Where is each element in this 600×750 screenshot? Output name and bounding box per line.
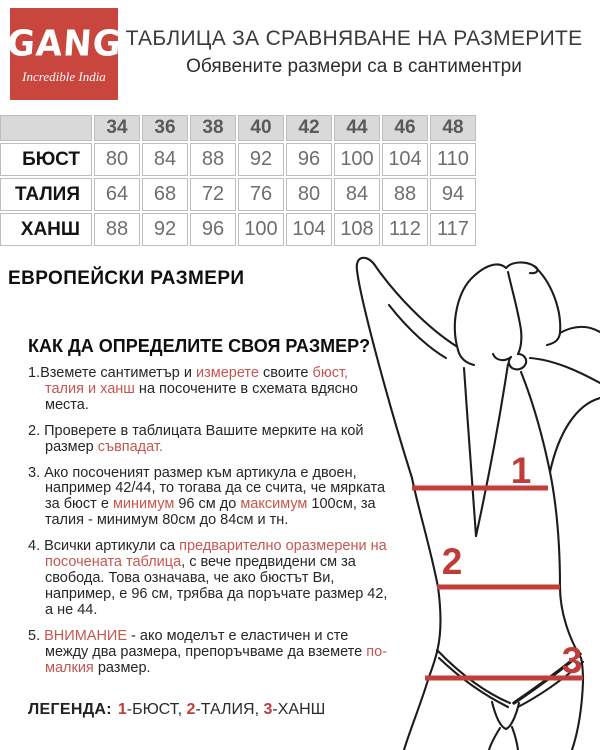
size-column-header: 44 xyxy=(334,115,380,141)
instruction-text-segment: Ако посоченият размер към артикула е двоен, например 42/44, то тогава да се счита, че мярката за бюст е xyxy=(44,464,386,513)
size-value-cell: 88 xyxy=(190,143,236,176)
size-table-row xyxy=(0,178,476,211)
size-column-header: 48 xyxy=(430,115,476,141)
instruction-text-segment: ВНИМАНИЕ xyxy=(44,627,128,644)
instruction-number: 5. xyxy=(28,627,45,644)
size-value-cell: 72 xyxy=(190,178,236,211)
instruction-text-segment: бюст, талия и ханш xyxy=(45,365,349,397)
size-value-cell: 104 xyxy=(382,143,428,176)
legend-entries xyxy=(118,701,325,718)
page-title: ТАБЛИЦА ЗА СРАВНЯВАНЕ НА РАЗМЕРИТЕ xyxy=(125,27,583,50)
measurement-markers xyxy=(442,450,583,681)
instruction-number: 2. xyxy=(28,422,45,439)
size-value-cell: 80 xyxy=(94,143,140,176)
hips-marker-label: 3 xyxy=(561,640,583,681)
size-value-cell: 96 xyxy=(190,213,236,246)
page-subtitle: Обявените размери са в сантиментри xyxy=(186,56,522,77)
instruction-text-segment: 100см, за талия - минимум 80см до 84см и тн. xyxy=(45,496,376,529)
instruction-text-segment: максимум xyxy=(240,496,308,513)
size-value-cell: 110 xyxy=(430,143,476,176)
measure-row-label: ТАЛИЯ xyxy=(0,178,92,211)
legend-number: 1 xyxy=(117,701,127,718)
legend-name: -ТАЛИЯ, xyxy=(195,701,264,718)
legend xyxy=(28,701,325,719)
bust-marker-label: 1 xyxy=(510,450,532,491)
instruction-text-segment: , с вече предвидени см за свобода. Това означава, че ако бюстът Ви, например, е 96 см, трябва да поръчате размер 42, а не 44. xyxy=(45,554,388,618)
size-table-row xyxy=(0,143,476,176)
instructions-list xyxy=(28,366,390,686)
legend-number: 2 xyxy=(186,701,196,718)
how-to-heading: КАК ДА ОПРЕДЕЛИТЕ СВОЯ РАЗМЕР? xyxy=(28,336,371,356)
size-table-row xyxy=(0,213,476,246)
brand-logo xyxy=(5,8,123,100)
size-table-head xyxy=(0,115,476,141)
size-value-cell: 117 xyxy=(430,213,476,246)
legend-name: -БЮСТ, xyxy=(126,701,187,718)
size-value-cell: 88 xyxy=(94,213,140,246)
instruction-text-segment: - ако моделът е еластичен и сте между два размера, препоръчваме да вземете xyxy=(45,627,367,660)
size-column-header: 36 xyxy=(142,115,188,141)
instruction-text-segment: 96 см до xyxy=(174,496,241,513)
size-value-cell: 100 xyxy=(238,213,284,246)
size-value-cell: 88 xyxy=(382,178,428,211)
instruction-number: 3. xyxy=(28,464,45,481)
instruction-text-segment: размер. xyxy=(93,659,151,676)
size-table-body xyxy=(0,143,476,246)
size-value-cell: 92 xyxy=(142,213,188,246)
legend-name: -ХАНШ xyxy=(272,701,326,718)
instruction-item xyxy=(28,366,390,414)
instruction-text-segment: Всички артикули са xyxy=(44,538,180,555)
instruction-item xyxy=(28,466,390,530)
instruction-text-segment: по-малкия xyxy=(45,643,387,676)
instruction-text-segment: на посочените в схемата вдясно места. xyxy=(45,380,358,413)
size-value-cell: 68 xyxy=(142,178,188,211)
measure-row-label: БЮСТ xyxy=(0,143,92,176)
instruction-text-segment: измерете xyxy=(195,365,259,381)
size-column-header: 40 xyxy=(238,115,284,141)
size-value-cell: 96 xyxy=(286,143,332,176)
size-column-header: 46 xyxy=(382,115,428,141)
instruction-text-segment: минимум xyxy=(112,496,175,513)
size-table-header-row xyxy=(0,115,476,141)
size-value-cell: 108 xyxy=(334,213,380,246)
european-sizes-heading: ЕВРОПЕЙСКИ РАЗМЕРИ xyxy=(8,268,245,289)
size-value-cell: 104 xyxy=(286,213,332,246)
legend-number: 3 xyxy=(263,701,273,718)
size-value-cell: 76 xyxy=(238,178,284,211)
instruction-text-segment: Вземете сантиметър и xyxy=(40,365,196,381)
size-value-cell: 84 xyxy=(334,178,380,211)
body-measurement-figure xyxy=(340,250,600,750)
instruction-text-segment: Проверете в таблицата Вашите мерките на кой размер xyxy=(44,422,364,455)
size-value-cell: 80 xyxy=(286,178,332,211)
measure-row-label: ХАНШ xyxy=(0,213,92,246)
instruction-item xyxy=(28,539,390,619)
instruction-text-segment: своите xyxy=(258,365,313,381)
size-column-header: 34 xyxy=(94,115,140,141)
size-value-cell: 100 xyxy=(334,143,380,176)
size-value-cell: 92 xyxy=(238,143,284,176)
size-column-header: 42 xyxy=(286,115,332,141)
instruction-text-segment: предварително оразмерени на посочената таблица xyxy=(45,538,387,571)
waist-marker-label: 2 xyxy=(441,541,463,582)
header xyxy=(118,27,590,78)
size-value-cell: 84 xyxy=(142,143,188,176)
instruction-number: 4. xyxy=(28,538,45,555)
size-value-cell: 94 xyxy=(430,178,476,211)
size-column-header: 38 xyxy=(190,115,236,141)
brand-name: GANG xyxy=(5,22,123,65)
size-table xyxy=(0,113,478,248)
legend-label: ЛЕГЕНДА: xyxy=(28,701,112,718)
size-value-cell: 112 xyxy=(382,213,428,246)
size-value-cell: 64 xyxy=(94,178,140,211)
instruction-text-segment: съвпадат. xyxy=(97,438,163,455)
brand-tagline: Incredible India xyxy=(22,68,106,84)
instruction-item xyxy=(28,424,390,456)
instruction-item xyxy=(28,629,390,677)
instruction-number: 1. xyxy=(28,365,41,381)
size-table-corner-cell xyxy=(0,115,92,141)
